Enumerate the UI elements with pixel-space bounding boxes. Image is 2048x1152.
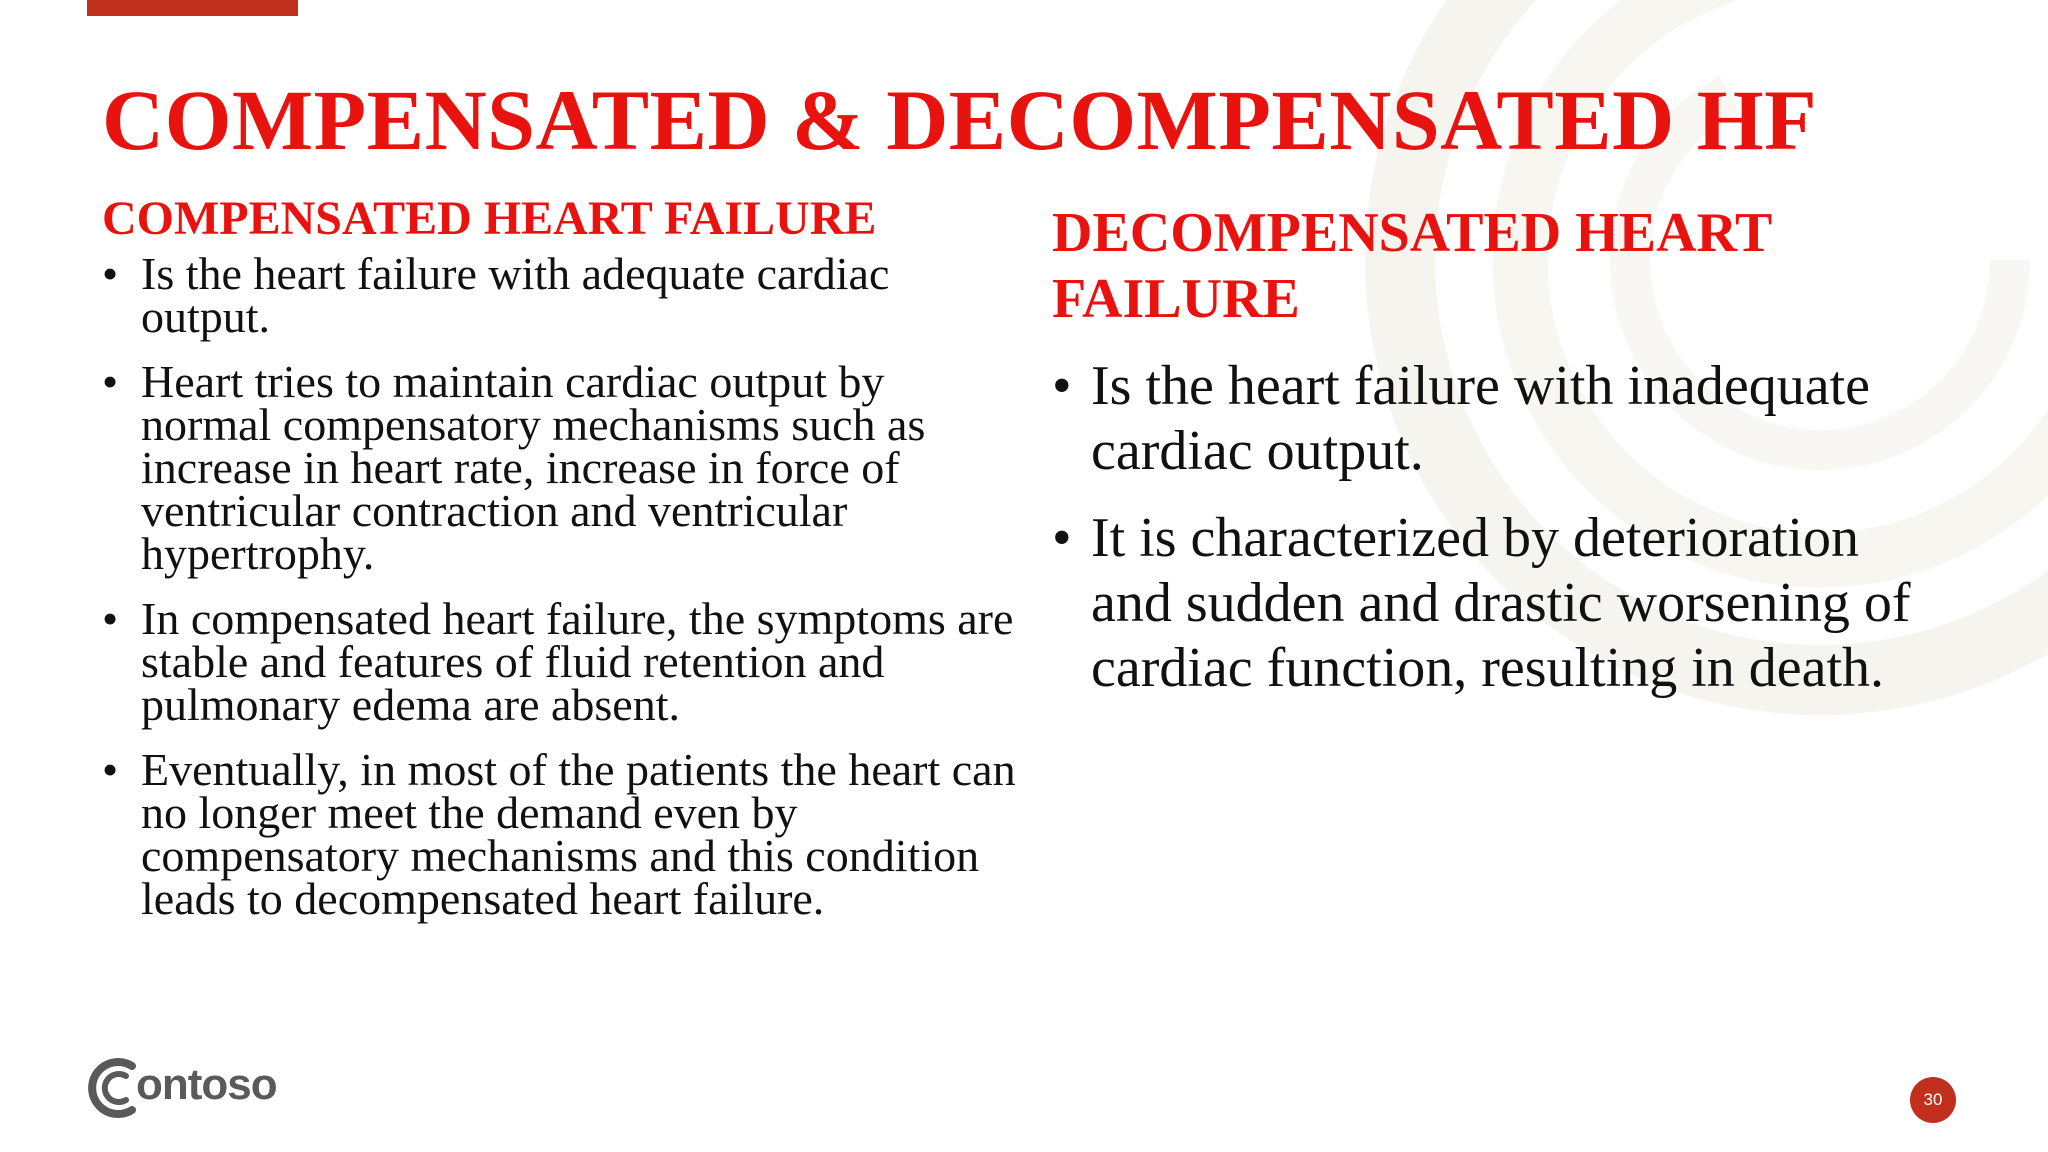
list-item: • In compensated heart failure, the symptoms are stable and features of fluid retention and pulmonary edema are absent. <box>102 597 1022 726</box>
contoso-logo <box>84 1052 277 1124</box>
slide-title: COMPENSATED & DECOMPENSATED HF <box>102 72 1818 168</box>
left-bullet-list <box>102 248 1022 924</box>
list-item: • Eventually, in most of the patients the heart can no longer meet the demand even by compensatory mechanisms and this condition leads to decompensated heart failure. <box>102 748 1022 920</box>
logo-wordmark: ontoso <box>136 1060 277 1109</box>
left-column <box>102 188 1022 942</box>
right-column-heading: DECOMPENSATED HEART FAILURE <box>1052 202 1772 330</box>
right-bullet-list <box>1052 354 1952 701</box>
right-column <box>1052 200 1952 723</box>
page-number-badge: 30 <box>1910 1077 1956 1123</box>
list-item: • Heart tries to maintain cardiac output by normal compensatory mechanisms such as increase in heart rate, increase in force of ventricular contraction and ventricular hypertrophy. <box>102 360 1022 575</box>
list-item: • It is characterized by deterioration and sudden and drastic worsening of cardiac function, resulting in death. <box>1052 506 1952 701</box>
left-column-heading: COMPENSATED HEART FAILURE <box>102 192 877 245</box>
list-item: • Is the heart failure with adequate cardiac output. <box>102 252 1022 338</box>
accent-bar <box>87 0 298 16</box>
list-item: • Is the heart failure with inadequate cardiac output. <box>1052 354 1952 484</box>
